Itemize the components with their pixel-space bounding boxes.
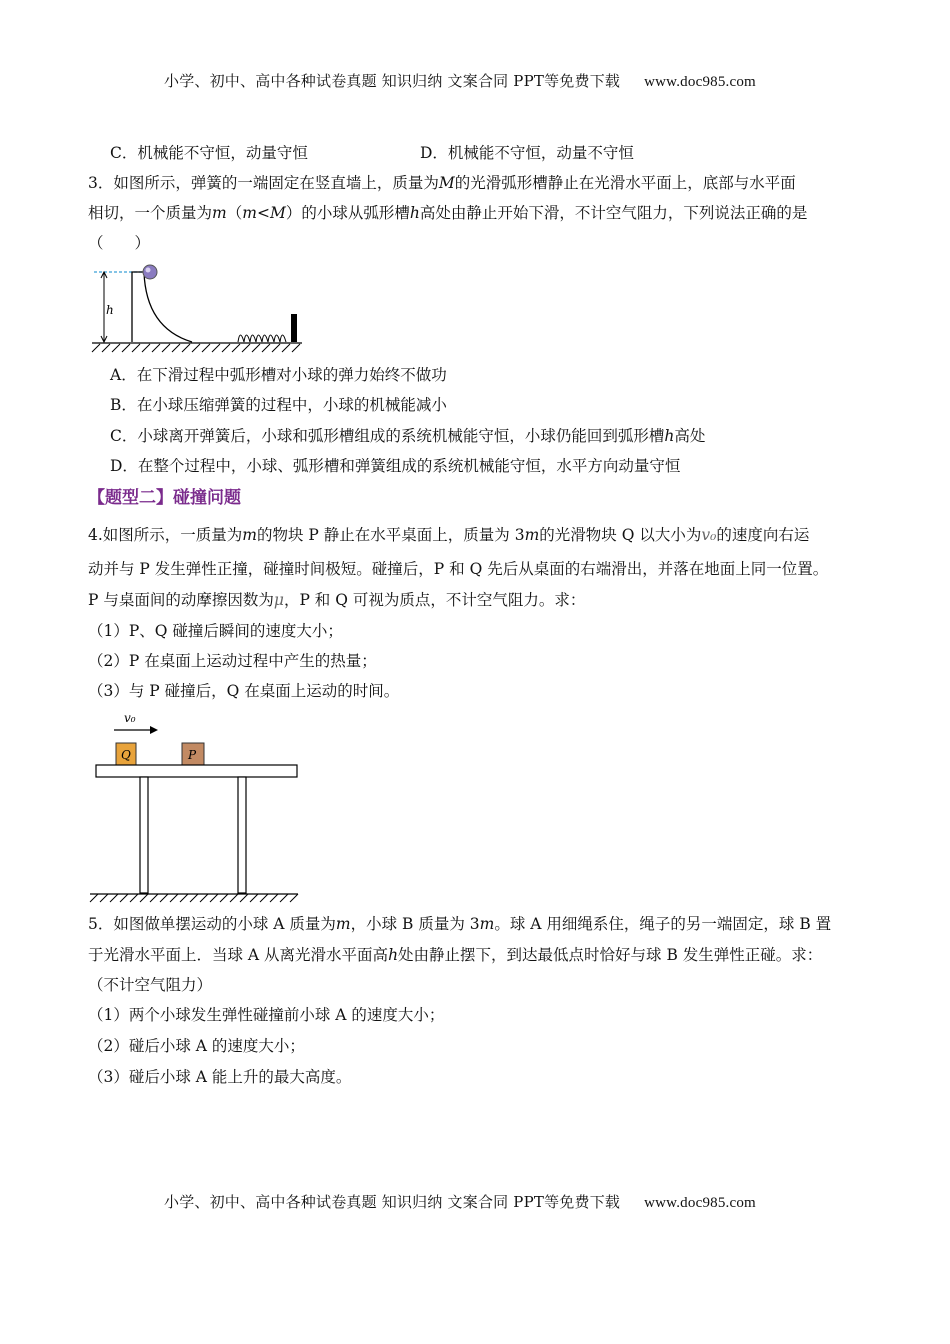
ball-highlight	[146, 268, 151, 273]
q4-stem-line2: 动并与 P 发生弹性正撞，碰撞时间极短。碰撞后，P 和 Q 先后从桌面的右端滑出，并落在地面上同一位置。	[88, 560, 829, 578]
fig-h-label: h	[106, 303, 114, 317]
page-header	[164, 70, 756, 91]
q4-figure	[88, 710, 303, 902]
header-text: 小学、初中、高中各种试卷真题 知识归纳 文案合同 PPT等免费下载	[164, 72, 621, 90]
table-leg-right	[238, 777, 246, 893]
q3-option-c: C．小球离开弹簧后，小球和弧形槽组成的系统机械能守恒，小球仍能回到弧形槽h高处	[110, 427, 706, 445]
block-P-label: P	[188, 748, 197, 762]
q3-stem-line1: 3．如图所示，弹簧的一端固定在竖直墙上，质量为M的光滑弧形槽静止在光滑水平面上，底部与水平面	[88, 174, 796, 192]
q3-stem-line2: 相切，一个质量为m（m<M）的小球从弧形槽h高处由静止开始下滑，不计空气阻力，下列说法正确的是	[88, 204, 808, 222]
q2-option-c: C．机械能不守恒，动量守恒	[110, 144, 308, 162]
q5-stem-line1: 5．如图做单摆运动的小球 A 质量为m，小球 B 质量为 3m。球 A 用细绳系住，绳子的另一端固定，球 B 置	[88, 915, 832, 933]
q3-option-d: D．在整个过程中，小球、弧形槽和弹簧组成的系统机械能守恒，水平方向动量守恒	[110, 457, 681, 475]
block-Q-label: Q	[121, 748, 131, 762]
table-top	[96, 765, 297, 777]
table-leg-left	[140, 777, 148, 893]
q5-stem-line2: 于光滑水平面上．当球 A 从离光滑水平面高h处由静止摆下，到达最低点时恰好与球 B 发生弹性正碰。求：	[88, 946, 823, 964]
q2-option-d: D．机械能不守恒，动量不守恒	[420, 144, 634, 162]
fig-v0-label: v₀	[124, 711, 136, 725]
q3-figure	[88, 260, 318, 356]
ball	[143, 265, 157, 279]
header-site: www.doc985.com	[644, 74, 756, 90]
q5-subq-3: （3）碰后小球 A 能上升的最大高度。	[88, 1068, 352, 1086]
q5-subq-2: （2）碰后小球 A 的速度大小；	[88, 1037, 305, 1055]
footer-text: 小学、初中、高中各种试卷真题 知识归纳 文案合同 PPT等免费下载	[164, 1193, 621, 1211]
q3-option-a: A．在下滑过程中弧形槽对小球的弹力始终不做功	[110, 366, 447, 384]
ground-hatch	[92, 344, 300, 352]
floor-hatch	[90, 894, 298, 902]
q4-stem-line3: P 与桌面间的动摩擦因数为μ，P 和 Q 可视为质点，不计空气阻力。求：	[88, 591, 586, 609]
q3-option-b: B．在小球压缩弹簧的过程中，小球的机械能减小	[110, 396, 447, 414]
q4-subq-2: （2）P 在桌面上运动过程中产生的热量；	[88, 652, 377, 670]
q4-stem-line1: 4.如图所示，一质量为m的物块 P 静止在水平桌面上，质量为 3m的光滑物块 Q 以大小为v₀的速度向右运	[88, 526, 810, 544]
spring	[238, 335, 286, 342]
wall	[291, 314, 297, 342]
q5-stem-line3: （不计空气阻力）	[88, 976, 213, 994]
arc-slot	[132, 272, 192, 342]
q4-subq-3: （3）与 P 碰撞后，Q 在桌面上运动的时间。	[88, 682, 400, 700]
section-title: 【题型二】碰撞问题	[88, 488, 241, 508]
q5-subq-1: （1）两个小球发生弹性碰撞前小球 A 的速度大小；	[88, 1006, 445, 1024]
velocity-arrow-icon	[150, 726, 158, 734]
footer-site: www.doc985.com	[644, 1195, 756, 1211]
q4-subq-1: （1）P、Q 碰撞后瞬间的速度大小；	[88, 622, 343, 640]
q2-options	[110, 142, 634, 164]
q3-answer-paren: （ ）	[88, 234, 151, 252]
page-footer	[164, 1191, 756, 1212]
